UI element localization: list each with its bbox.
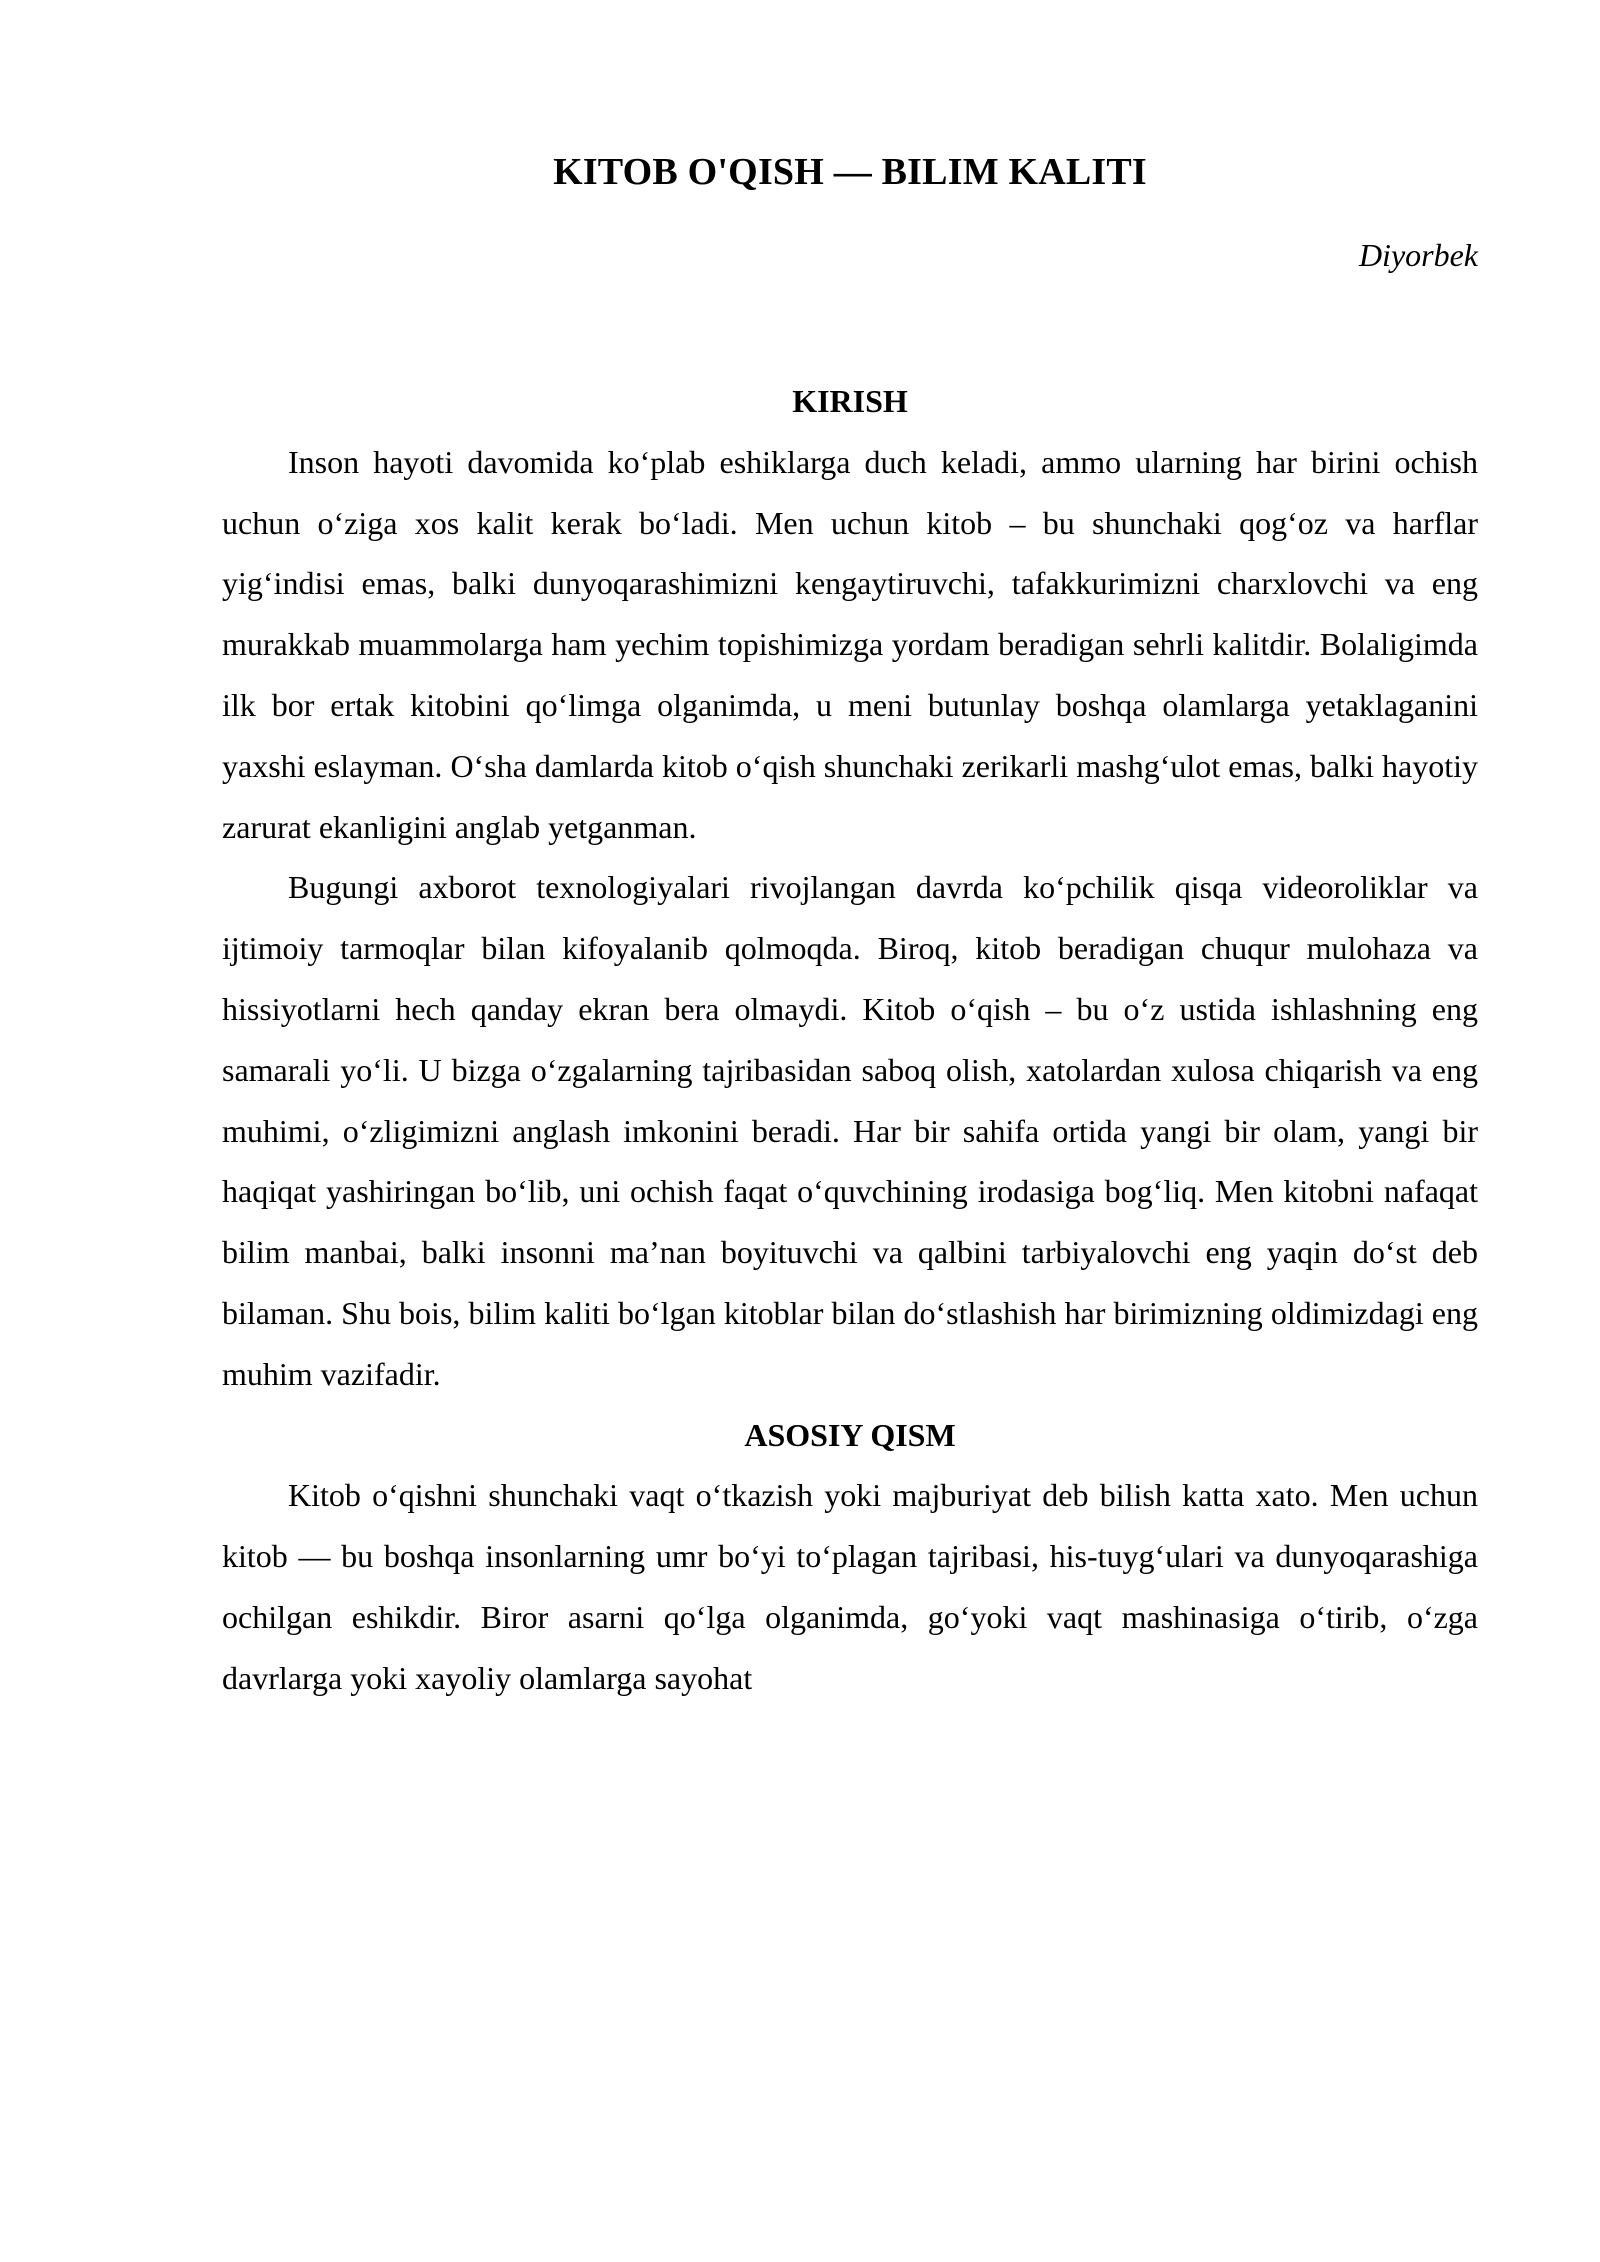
- paragraph-kirish-2: Bugungi axborot texnologiyalari rivojlangan davrda ko‘pchilik qisqa videoroliklar va ijtimoiy tarmoqlar bilan kifoyalanib qolmoqda. Biroq, kitob beradigan chuqur mulohaza va hissiyotlarni hech qanday ekran bera olmaydi. Kitob o‘qish – bu o‘z ustida ishlashning eng samarali yo‘li. U bizga o‘zgalarning tajribasidan saboq olish, xatolardan xulosa chiqarish va eng muhimi, o‘zligimizni anglash imkonini beradi. Har bir sahifa ortida yangi bir olam, yangi bir haqiqat yashiringan bo‘lib, uni ochish faqat o‘quvchining irodasiga bog‘liq. Men kitobni nafaqat bilim manbai, balki insonni ma’nan boyituvchi va qalbini tarbiyalovchi eng yaqin do‘st deb bilaman. Shu bois, bilim kaliti bo‘lgan kitoblar bilan do‘stlashish har birimizning oldimizdagi eng muhim vazifadir.: [222, 869, 1478, 1392]
- section-heading-asosiy-qism: ASOSIY QISM: [744, 1416, 956, 1453]
- page-content: [222, 0, 1478, 1709]
- paragraph-kirish-1: Inson hayoti davomida ko‘plab eshiklarga duch keladi, ammo ularning har birini ochish uchun o‘ziga xos kalit kerak bo‘ladi. Men uchun kitob – bu shunchaki qog‘oz va harflar yig‘indisi emas, balki dunyoqarashimizni kengaytiruvchi, tafakkurimizni charxlovchi va eng murakkab muammolarga ham yechim topishimizga yordam beradigan sehrli kalitdir. Bolaligimda ilk bor ertak kitobini qo‘limga olganimda, u meni butunlay boshqa olamlarga yetaklaganini yaxshi eslayman. O‘sha damlarda kitob o‘qish shunchaki zerikarli mashg‘ulot emas, balki hayotiy zarurat ekanligini anglab yetganman.: [222, 443, 1478, 845]
- paragraph-asosiy-1: Kitob o‘qishni shunchaki vaqt o‘tkazish yoki majburiyat deb bilish katta xato. Men uchun kitob — bu boshqa insonlarning umr bo‘yi to‘plagan tajribasi, his-tuyg‘ulari va dunyoqarashiga ochilgan eshikdir. Biror asarni qo‘lga olganimda, go‘yoki vaqt mashinasiga o‘tirib, o‘zga davrlarga yoki xayoliy olamlarga sayohat: [222, 1477, 1478, 1696]
- author-byline: Diyorbek: [1358, 236, 1478, 273]
- page-title: KITOB O'QISH — BILIM KALITI: [553, 151, 1147, 193]
- section-heading-kirish: KIRISH: [792, 382, 908, 419]
